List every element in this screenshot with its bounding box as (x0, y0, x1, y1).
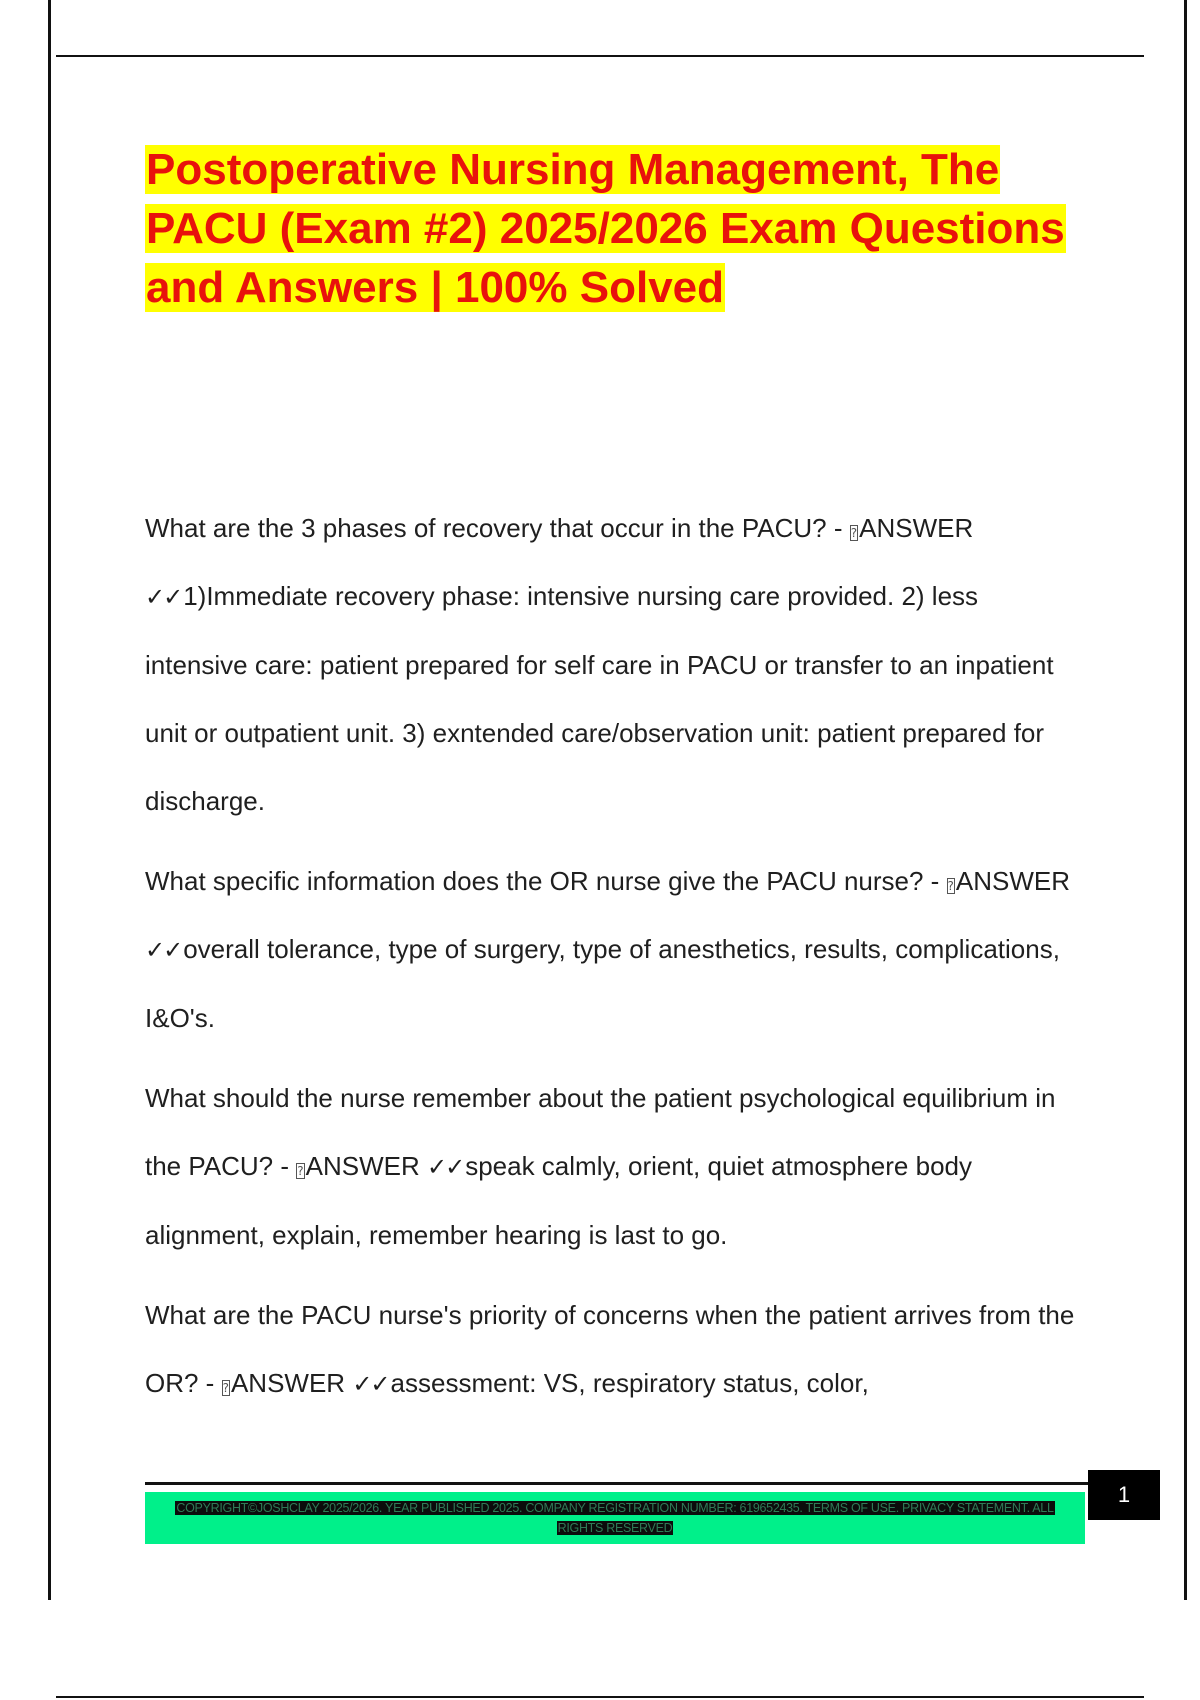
page-border-left (48, 0, 51, 1600)
missing-glyph-icon: ? (947, 879, 954, 893)
question-text: What should the nurse remember about the patient psychological equilibrium in the PACU? - (145, 1083, 1056, 1181)
answer-label: ANSWER (305, 1151, 420, 1181)
answer-text: overall tolerance, type of surgery, type of anesthetics, results, complications, I&O's. (145, 934, 1060, 1033)
qa-item-1 (145, 494, 1085, 835)
missing-glyph-icon: ? (222, 1381, 229, 1395)
page-number: 1 (1088, 1470, 1160, 1520)
answer-text: assessment: VS, respiratory status, color, (390, 1368, 869, 1398)
page-border-right (1184, 0, 1187, 1600)
double-checkmark-icon: ✓✓ (426, 1153, 464, 1181)
next-page-top-rule (56, 1696, 1144, 1698)
copyright-text: COPYRIGHT©JOSHCLAY 2025/2026. YEAR PUBLISHED 2025. COMPANY REGISTRATION NUMBER: 619652435. TERMS OF USE. PRIVACY STATEMENT. ALL RIGHTS RESERVED (176, 1501, 1054, 1535)
missing-glyph-icon: ? (297, 1164, 304, 1178)
header-rule (56, 55, 1144, 57)
missing-glyph-icon: ? (850, 526, 858, 540)
qa-item-3 (145, 1064, 1085, 1269)
qa-item-2 (145, 847, 1085, 1052)
document-title (145, 140, 1105, 317)
answer-label: ANSWER (230, 1368, 346, 1398)
answer-label: ANSWER (955, 866, 1071, 896)
double-checkmark-icon: ✓✓ (352, 1370, 389, 1398)
title-text: Postoperative Nursing Management, The PACU (Exam #2) 2025/2026 Exam Questions and Answers | 100% Solved (146, 145, 1065, 312)
copyright-banner (145, 1492, 1085, 1544)
answer-text: 1)Immediate recovery phase: intensive nursing care provided. 2) less intensive care: patient prepared for self care in PACU or transfer to an inpatient unit or outpatient unit. 3) exntended care/observation unit: patient prepared for discharge. (145, 581, 1054, 816)
copyright-notice (175, 1498, 1055, 1538)
question-text: What are the 3 phases of recovery that occur in the PACU? - (145, 513, 850, 543)
question-text: What are the PACU nurse's priority of concerns when the patient arrives from the OR? - (145, 1300, 1075, 1398)
double-checkmark-icon: ✓✓ (145, 583, 182, 611)
answer-text: speak calmly, orient, quiet atmosphere body alignment, explain, remember hearing is last to go. (145, 1151, 972, 1250)
question-text: What specific information does the OR nurse give the PACU nurse? - (145, 866, 947, 896)
double-checkmark-icon: ✓✓ (145, 936, 182, 964)
footer-rule (145, 1482, 1090, 1485)
qa-item-4 (145, 1281, 1085, 1418)
answer-label: ANSWER (859, 513, 974, 543)
qa-list (145, 494, 1085, 1430)
